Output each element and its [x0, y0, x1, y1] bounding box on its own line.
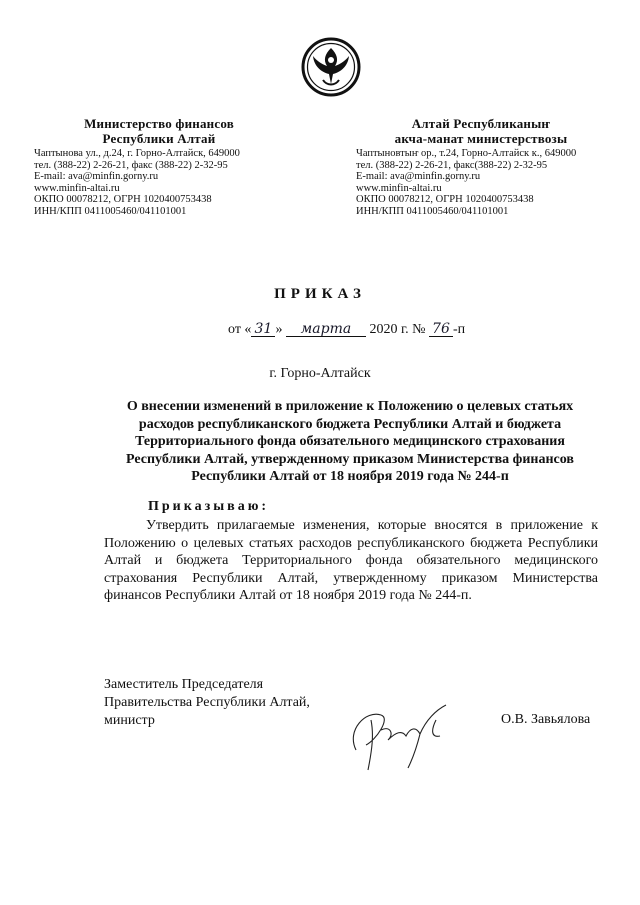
order-number: 76: [429, 322, 453, 337]
org-name-alt: Алтай Республиканыҥ акча-манат министерствозы: [394, 116, 568, 146]
header-left: [34, 116, 304, 218]
header-right: [356, 116, 626, 218]
email: E-mail: ava@minfin.gorny.ru: [34, 171, 159, 183]
org-contacts-alt: [356, 148, 626, 218]
date-line: от « 31 » марта 2020 г. № 76 -п: [228, 321, 466, 337]
address: Чаптыновтыҥ ор., т.24, Горно-Алтайск к., 649000: [356, 148, 577, 159]
website: www.minfin-altai.ru: [356, 182, 442, 194]
city: г. Горно-Алтайск: [269, 366, 371, 381]
date-month: марта: [286, 322, 366, 337]
email: E-mail: ava@minfin.gorny.ru: [356, 171, 481, 183]
okpo: ОКПО 00078212, ОГРН 1020400753438: [34, 194, 212, 206]
okpo: ОКПО 00078212, ОГРН 1020400753438: [356, 194, 534, 206]
date-day: 31: [251, 322, 275, 337]
signatory-name: О.В. Завьялова: [501, 712, 591, 727]
website: www.minfin-altai.ru: [34, 182, 120, 194]
signatory-position: Заместитель Председателя Правительства Республики Алтай, министр: [104, 677, 310, 728]
inn: ИНН/КПП 0411005460/041101001: [356, 205, 509, 217]
address: Чаптынова ул., д.24, г. Горно-Алтайск, 649000: [34, 148, 240, 159]
phone: тел. (388-22) 2-26-21, факс(388-22) 2-32-95: [356, 159, 548, 171]
document-title: ПРИКАЗ: [274, 286, 366, 302]
body-text: Утвердить прилагаемые изменения, которые вносятся в приложение к Положению о целевых статьях расходов республиканского бюджета Республики Алтай и бюджета Территориального фонда обязательного медицинского страхования Республики Алтай, утвержденному приказом Министерства финансов Республики Алтай от 18 ноября 2019 года № 244-п.: [104, 518, 598, 604]
org-contacts-ru: [34, 148, 304, 218]
inn: ИНН/КПП 0411005460/041101001: [34, 205, 187, 217]
org-name-ru: Министерство финансов Республики Алтай: [84, 116, 234, 146]
handwritten-signature: [336, 690, 476, 780]
phone: тел. (388-22) 2-26-21, факс (388-22) 2-32-95: [34, 159, 228, 171]
order-keyword: Приказываю:: [148, 499, 270, 514]
republic-emblem-icon: [301, 36, 361, 98]
document-subject: О внесении изменений в приложение к Положению о целевых статьях расходов республиканского бюджета Республики Алтай и бюджета Территориального фонда обязательного медицинского страхования Республики Алтай, утвержденному приказом Министерства финансов Республики Алтай от 18 ноября 2019 года № 244-п: [126, 399, 574, 485]
